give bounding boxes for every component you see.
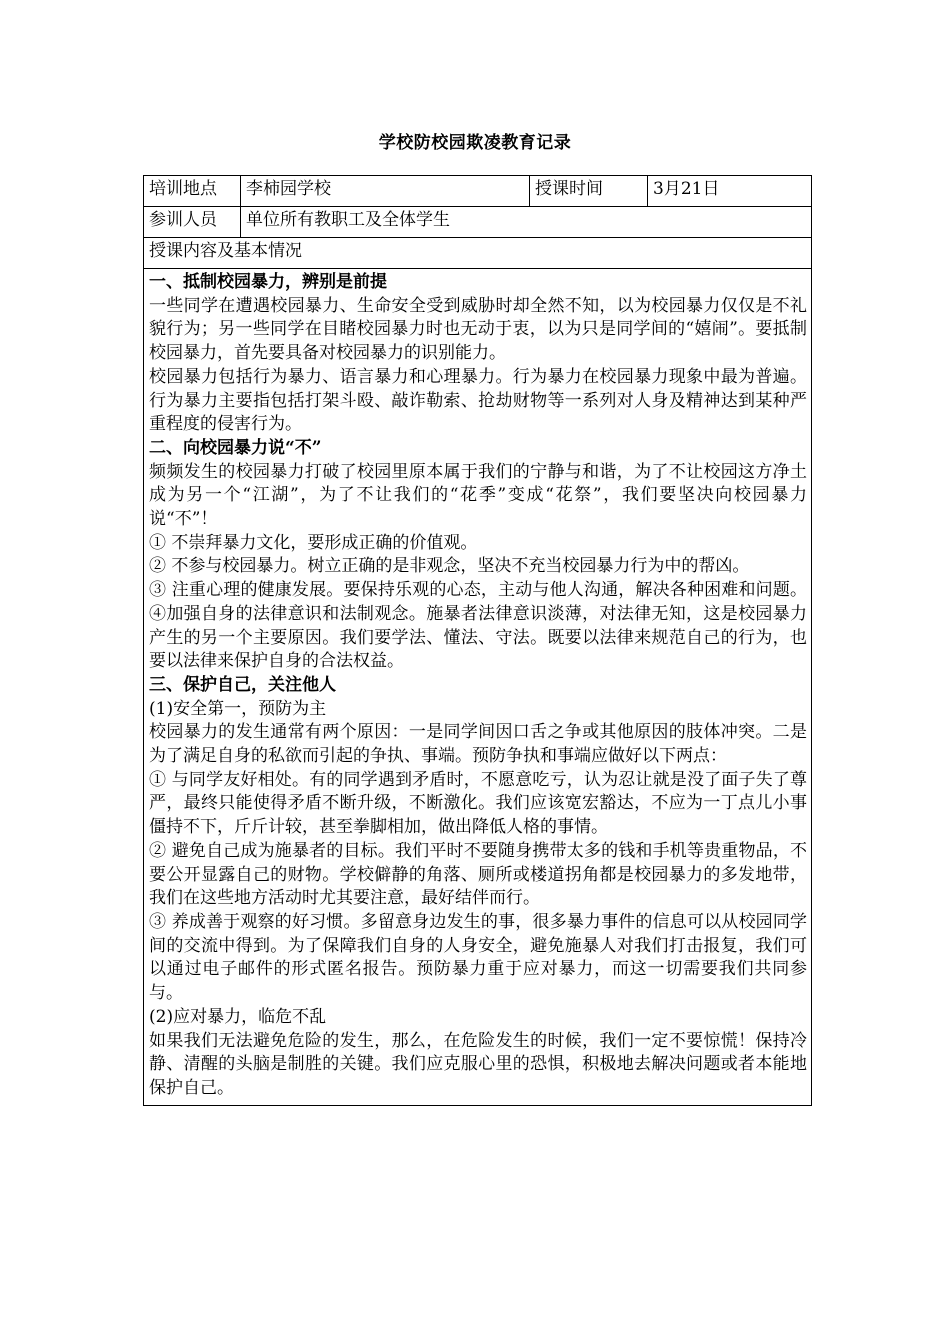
paragraph: (2)应对暴力，临危不乱	[149, 1006, 327, 1027]
document-title: 学校防校园欺凌教育记录	[378, 133, 572, 153]
record-table	[143, 175, 812, 1106]
section-heading: 三、保护自己，关注他人	[149, 674, 336, 695]
time-label: 授课时间	[530, 176, 648, 207]
table-row	[144, 207, 812, 238]
paragraph: 校园暴力的发生通常有两个原因：一是同学间因口舌之争或其他原因的肢体冲突。二是为了满足自身的私欲而引起的争执、事端。预防争执和事端应做好以下两点：	[149, 722, 807, 767]
attendees-value: 单位所有教职工及全体学生	[241, 207, 812, 238]
content-label: 授课内容及基本情况	[144, 238, 812, 269]
paragraph: ① 不崇拜暴力文化，要形成正确的价值观。	[149, 532, 478, 553]
paragraph: 一些同学在遭遇校园暴力、生命安全受到威胁时却全然不知，以为校园暴力仅仅是不礼貌行为；另一些同学在目睹校园暴力时也无动于衷，以为只是同学间的“嬉闹”。要抵制校园暴力，首先要具备对校园暴力的识别能力。	[149, 295, 807, 364]
paragraph: 频频发生的校园暴力打破了校园里原本属于我们的宁静与和谐，为了不让校园这方净土成为另一个“江湖”，为了不让我们的“花季”变成“花祭”，我们要坚决向校园暴力说“不”！	[149, 461, 807, 530]
paragraph: ③ 注重心理的健康发展。要保持乐观的心态，主动与他人沟通，解决各种困难和问题。 ④加强自身的法律意识和法制观念。施暴者法律意识淡薄，对法律无知，这是校园暴力产生的另一个主要原因。我们要学法、懂法、守法。既要以法律来规范自己的行为，也要以法律来保护自身的合法权益。	[149, 580, 807, 672]
table-row	[144, 176, 812, 207]
content-body	[144, 269, 812, 1106]
paragraph: ① 与同学友好相处。有的同学遇到矛盾时，不愿意吃亏，认为忍让就是没了面子失了尊严，最终只能使得矛盾不断升级，不断激化。我们应该宽宏豁达，不应为一丁点儿小事僵持不下，斤斤计较，甚至拳脚相加，做出降低人格的事情。	[149, 769, 807, 838]
table-row	[144, 238, 812, 269]
time-value: 3月21日	[648, 176, 812, 207]
table-row	[144, 269, 812, 1106]
location-value: 李柿园学校	[241, 176, 530, 207]
paragraph: (1)安全第一，预防为主	[149, 698, 327, 719]
paragraph: ② 避免自己成为施暴者的目标。我们平时不要随身携带太多的钱和手机等贵重物品，不要公开显露自己的财物。学校僻静的角落、厕所或楼道拐角都是校园暴力的多发地带，我们在这些地方活动时尤其要注意，最好结伴而行。	[149, 840, 807, 909]
paragraph: ② 不参与校园暴力。树立正确的是非观念，坚决不充当校园暴力行为中的帮凶。	[149, 556, 750, 577]
paragraph: 如果我们无法避免危险的发生，那么，在危险发生的时候，我们一定不要惊慌！保持冷静、清醒的头脑是制胜的关键。我们应克服心里的恐惧，积极地去解决问题或者本能地保护自己。	[149, 1030, 807, 1098]
paragraph: ③ 养成善于观察的好习惯。多留意身边发生的事，很多暴力事件的信息可以从校园同学间的交流中得到。为了保障我们自身的人身安全，避免施暴人对我们打击报复，我们可以通过电子邮件的形式匿名报告。预防暴力重于应对暴力，而这一切需要我们共同参与。	[149, 911, 807, 1004]
attendees-label: 参训人员	[144, 207, 241, 238]
section-heading: 二、向校园暴力说“不”	[149, 437, 322, 458]
location-label: 培训地点	[144, 176, 241, 207]
section-heading: 一、抵制校园暴力，辨别是前提	[149, 272, 387, 292]
paragraph: 校园暴力包括行为暴力、语言暴力和心理暴力。行为暴力在校园暴力现象中最为普遍。 行为暴力主要指包括打架斗殴、敲诈勒索、抢劫财物等一系列对人身及精神达到某种严重程度的侵害行为。	[149, 366, 807, 435]
